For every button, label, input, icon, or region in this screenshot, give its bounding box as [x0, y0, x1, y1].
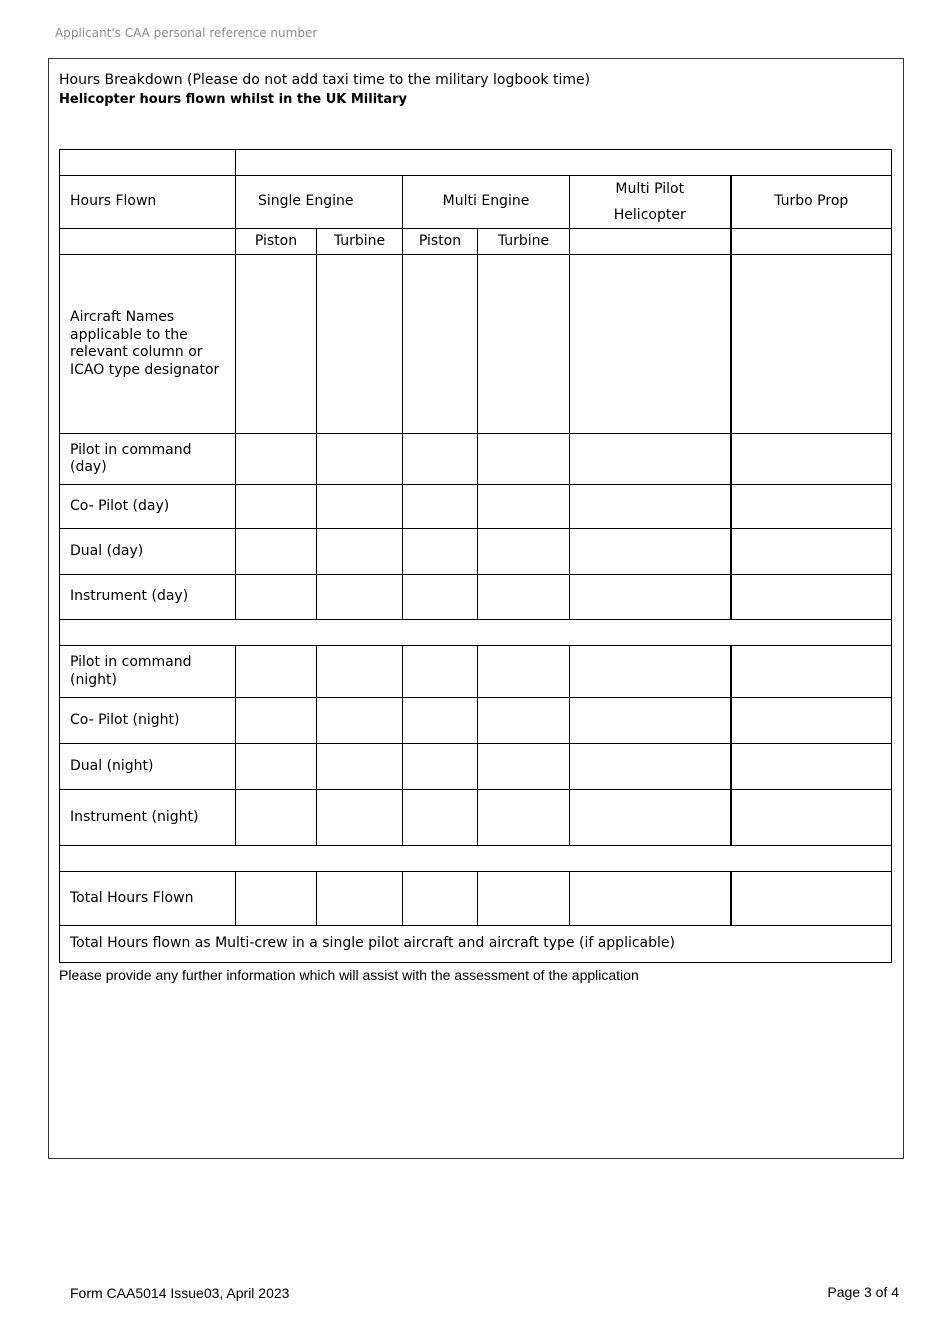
input-cell[interactable] [478, 790, 570, 846]
input-cell[interactable] [731, 646, 892, 698]
table-row [60, 744, 892, 790]
input-cell[interactable] [570, 646, 731, 698]
row-label: Dual (day) [60, 529, 236, 575]
input-cell[interactable] [317, 744, 403, 790]
input-cell[interactable] [731, 872, 892, 926]
input-cell[interactable] [236, 872, 317, 926]
input-cell[interactable] [570, 698, 731, 744]
table-row [60, 790, 892, 846]
input-cell[interactable] [478, 434, 570, 485]
table-row [60, 485, 892, 529]
row-label: Instrument (day) [60, 575, 236, 620]
single-engine-header: Single Engine [236, 176, 403, 229]
input-cell[interactable] [317, 255, 403, 434]
hours-flown-header: Hours Flown [60, 176, 236, 229]
table-cell[interactable] [236, 150, 892, 176]
input-cell[interactable] [570, 575, 731, 620]
multi-engine-header: Multi Engine [403, 176, 570, 229]
spacer-row [60, 620, 892, 646]
input-cell[interactable] [317, 485, 403, 529]
table-cell [731, 229, 892, 255]
input-cell[interactable] [236, 646, 317, 698]
input-cell[interactable] [317, 646, 403, 698]
piston-header: Piston [403, 229, 478, 255]
input-cell[interactable] [403, 529, 478, 575]
piston-header: Piston [236, 229, 317, 255]
multi-pilot-header [570, 176, 731, 229]
input-cell[interactable] [403, 872, 478, 926]
input-cell[interactable] [317, 698, 403, 744]
multicrew-row [60, 926, 892, 963]
input-cell[interactable] [236, 744, 317, 790]
spacer-row [60, 846, 892, 872]
input-cell[interactable] [403, 485, 478, 529]
input-cell[interactable] [236, 255, 317, 434]
aircraft-names-row [60, 255, 892, 434]
section-title: Hours Breakdown (Please do not add taxi time to the military logbook time) [59, 72, 591, 88]
row-label: Co- Pilot (day) [60, 485, 236, 529]
row-label: Pilot in command (day) [60, 434, 236, 485]
input-cell[interactable] [478, 485, 570, 529]
input-cell[interactable] [731, 255, 892, 434]
form-id: Form CAA5014 Issue03, April 2023 [70, 1285, 290, 1301]
input-cell[interactable] [478, 575, 570, 620]
multicrew-label[interactable]: Total Hours flown as Multi-crew in a single pilot aircraft and aircraft type (if applicable) [60, 926, 892, 963]
input-cell[interactable] [478, 255, 570, 434]
input-cell[interactable] [236, 529, 317, 575]
input-cell[interactable] [317, 872, 403, 926]
spacer-cell [60, 620, 892, 646]
input-cell[interactable] [731, 698, 892, 744]
row-label: Instrument (night) [60, 790, 236, 846]
input-cell[interactable] [731, 790, 892, 846]
page-number: Page 3 of 4 [827, 1284, 899, 1300]
input-cell[interactable] [478, 744, 570, 790]
input-cell[interactable] [478, 529, 570, 575]
input-cell[interactable] [570, 485, 731, 529]
further-info-label: Please provide any further information which will assist with the assessment of the application [59, 967, 639, 983]
column-header-row [60, 176, 892, 229]
aircraft-names-label: Aircraft Names applicable to the relevant column or ICAO type designator [60, 255, 236, 434]
input-cell[interactable] [403, 698, 478, 744]
input-cell[interactable] [236, 434, 317, 485]
input-cell[interactable] [236, 485, 317, 529]
input-cell[interactable] [403, 744, 478, 790]
input-cell[interactable] [731, 434, 892, 485]
row-label: Dual (night) [60, 744, 236, 790]
input-cell[interactable] [236, 790, 317, 846]
input-cell[interactable] [317, 434, 403, 485]
table-row [60, 575, 892, 620]
input-cell[interactable] [403, 646, 478, 698]
input-cell[interactable] [731, 485, 892, 529]
input-cell[interactable] [478, 698, 570, 744]
engine-type-row [60, 229, 892, 255]
input-cell[interactable] [731, 575, 892, 620]
row-label: Co- Pilot (night) [60, 698, 236, 744]
input-cell[interactable] [403, 434, 478, 485]
input-cell[interactable] [570, 790, 731, 846]
input-cell[interactable] [570, 255, 731, 434]
table-row [60, 529, 892, 575]
total-row [60, 872, 892, 926]
input-cell[interactable] [731, 744, 892, 790]
input-cell[interactable] [478, 872, 570, 926]
turbine-header: Turbine [478, 229, 570, 255]
hours-breakdown-table [59, 149, 892, 963]
input-cell[interactable] [570, 434, 731, 485]
input-cell[interactable] [236, 698, 317, 744]
table-row [60, 698, 892, 744]
spacer-cell [60, 846, 892, 872]
input-cell[interactable] [403, 790, 478, 846]
table-cell[interactable] [60, 150, 236, 176]
input-cell[interactable] [317, 529, 403, 575]
input-cell[interactable] [317, 575, 403, 620]
table-row [60, 434, 892, 485]
input-cell[interactable] [236, 575, 317, 620]
input-cell[interactable] [317, 790, 403, 846]
table-top-row [60, 150, 892, 176]
table-row [60, 646, 892, 698]
section-subtitle: Helicopter hours flown whilst in the UK Military [59, 92, 408, 107]
total-label: Total Hours Flown [60, 872, 236, 926]
row-label: Pilot in command (night) [60, 646, 236, 698]
table-cell [60, 229, 236, 255]
input-cell[interactable] [570, 744, 731, 790]
helicopter-line: Helicopter [613, 207, 686, 223]
table-cell [570, 229, 731, 255]
reference-number-label: Applicant's CAA personal reference number [55, 26, 318, 40]
input-cell[interactable] [403, 575, 478, 620]
input-cell[interactable] [478, 646, 570, 698]
turbine-header: Turbine [317, 229, 403, 255]
input-cell[interactable] [403, 255, 478, 434]
turbo-prop-header: Turbo Prop [731, 176, 892, 229]
input-cell[interactable] [731, 529, 892, 575]
multi-pilot-line: Multi Pilot [615, 181, 685, 197]
section-heading [59, 71, 590, 109]
input-cell[interactable] [570, 872, 731, 926]
input-cell[interactable] [570, 529, 731, 575]
